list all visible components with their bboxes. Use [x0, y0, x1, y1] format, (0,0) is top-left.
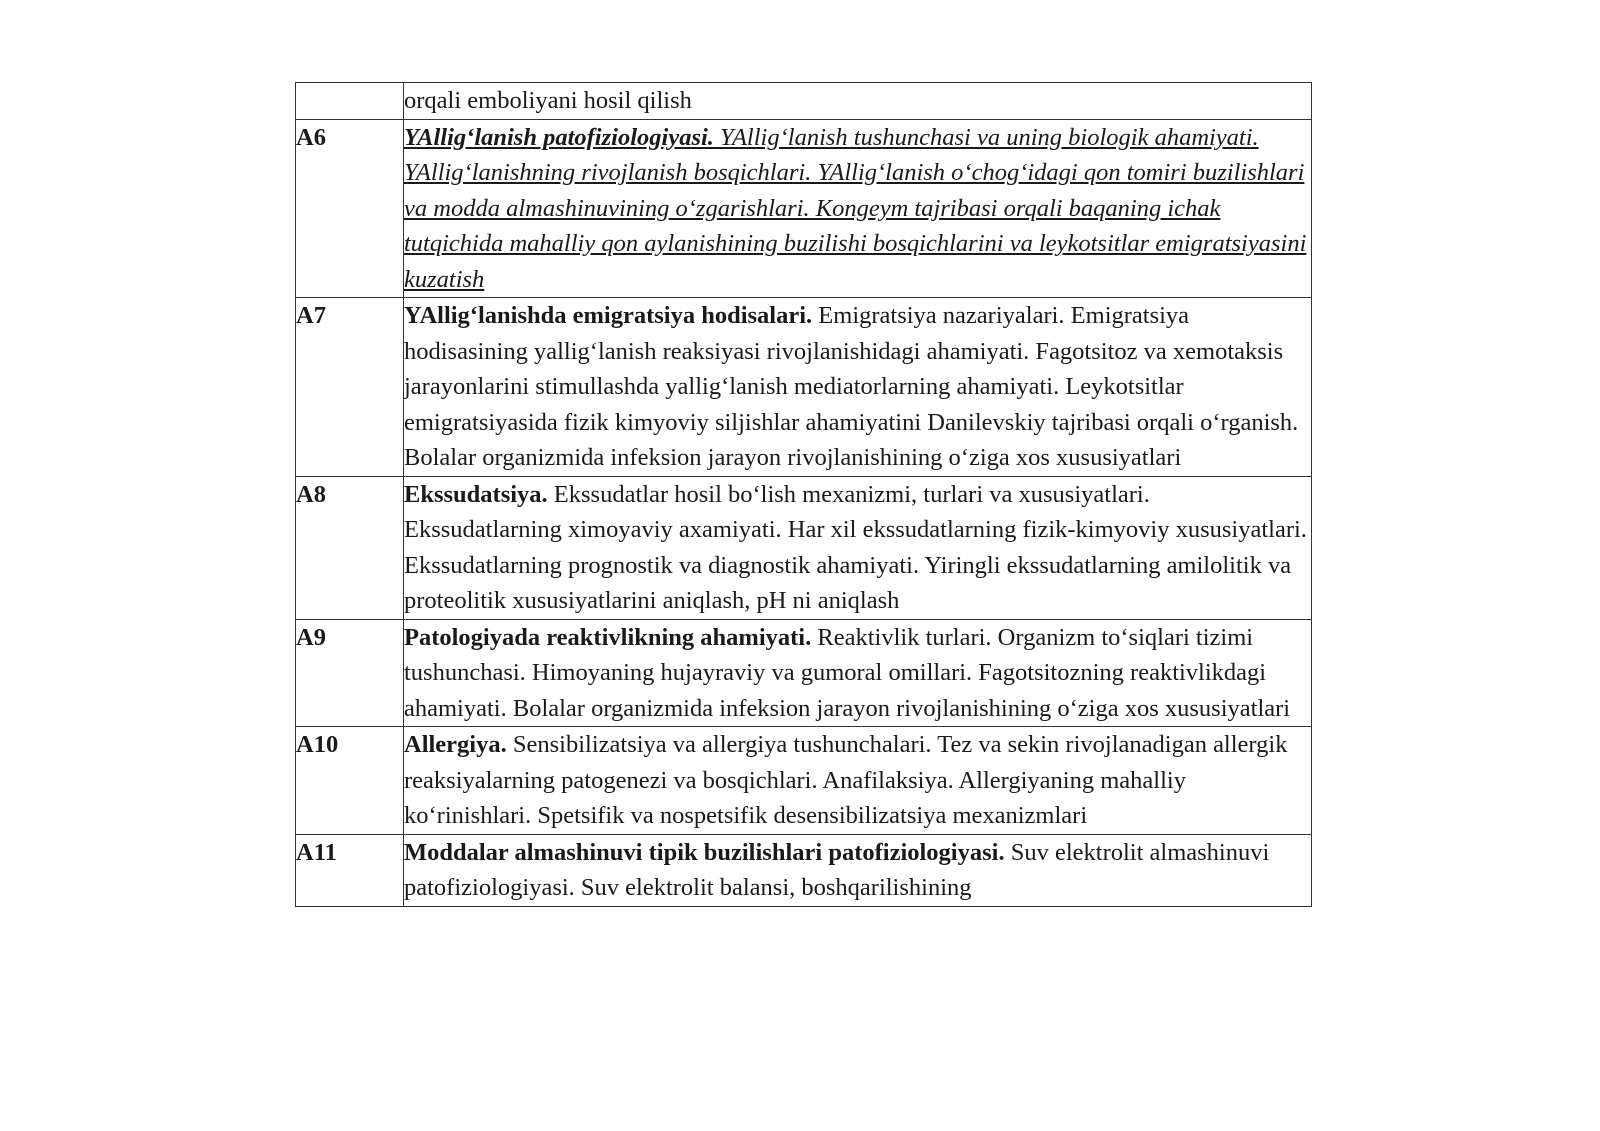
table-row [296, 298, 1312, 477]
topic-title: Patologiyada reaktivlikning ahamiyati. [404, 623, 812, 651]
topic-code: A8 [296, 476, 404, 619]
topic-text: Ekssudatlar hosil bo‘lish mexanizmi, turlari va xususiyatlari. Ekssudatlarning ximoyaviy axamiyati. Har xil ekssudatlarning fizik-kimyoviy xususiyatlari. Ekssudatlarning prognostik va diagnostik ahamiyati. Yiringli ekssudatlarning amilolitik va proteolitik xususiyatlarini aniqlash, pH ni aniqlash [404, 480, 1307, 614]
topic-description [404, 119, 1312, 298]
topic-description [404, 476, 1312, 619]
topic-description [404, 83, 1312, 120]
topic-code: A7 [296, 298, 404, 477]
topic-title: YAllig‘lanishda emigratsiya hodisalari. [404, 302, 813, 329]
table-row [296, 619, 1312, 727]
topic-title: Moddalar almashinuvi tipik buzilishlari patofiziologiyasi. [404, 838, 1005, 866]
topic-description [404, 619, 1312, 727]
topic-title: YAllig‘lanish patofiziologiyasi. [404, 123, 714, 151]
table-row [296, 727, 1312, 835]
topic-text: Reaktivlik turlari. Organizm to‘siqlari tizimi tushunchasi. Himoyaning hujayraviy va gumoral omillari. Fagotsitozning reaktivlikdagi ahamiyati. Bolalar organizmida infeksion jarayon rivojlanishining o‘ziga xos xususiyatlari [404, 623, 1291, 722]
topic-text: Sensibilizatsiya va allergiya tushunchalari. Tez va sekin rivojlanadigan allergik reaksiyalarning patogenezi va bosqichlari. Anafilaksiya. Allergiyaning mahalliy ko‘rinishlari. Spetsifik va nospetsifik desensibilizatsiya mexanizmlari [404, 731, 1288, 829]
topic-code: A6 [296, 119, 404, 298]
topic-description [404, 834, 1312, 906]
topic-title: Allergiya. [404, 731, 507, 758]
topic-text: YAllig‘lanish tushunchasi va uning biologik ahamiyati. YAllig‘lanishning rivojlanish bosqichlari. YAllig‘lanish o‘chog‘idagi qon tomiri buzilishlari va modda almashinuvining o‘zgarishlari. Kongeym tajribasi orqali baqaning ichak tutqichida mahalliy qon aylanishining buzilishi bosqichlarini va leykotsitlar emigratsiyasini kuzatish [404, 123, 1307, 293]
topic-code: A9 [296, 619, 404, 727]
topic-text: Emigratsiya nazariyalari. Emigratsiya hodisasining yallig‘lanish reaksiyasi rivojlanishidagi ahamiyati. Fagotsitoz va xemotaksis jarayonlarini stimullashda yallig‘lanish mediatorlarning ahamiyati. Leykotsitlar emigratsiyasida fizik kimyoviy siljishlar ahamiyatini Danilevskiy tajribasi orqali o‘rganish. Bolalar organizmida infeksion jarayon rivojlanishining o‘ziga xos xususiyatlari [404, 302, 1299, 471]
table-row [296, 83, 1312, 120]
syllabus-table [295, 82, 1312, 907]
topic-description [404, 298, 1312, 477]
topic-code: A10 [296, 727, 404, 835]
topic-text: orqali emboliyani hosil qilish [404, 87, 692, 114]
table-row [296, 119, 1312, 298]
topic-description [404, 727, 1312, 835]
topic-title: Ekssudatsiya. [404, 480, 548, 508]
topic-code [296, 83, 404, 120]
table-row [296, 476, 1312, 619]
table-row [296, 834, 1312, 906]
topic-text: Suv elektrolit almashinuvi patofiziologiyasi. Suv elektrolit balansi, boshqarilishining [404, 838, 1270, 901]
topic-code: A11 [296, 834, 404, 906]
